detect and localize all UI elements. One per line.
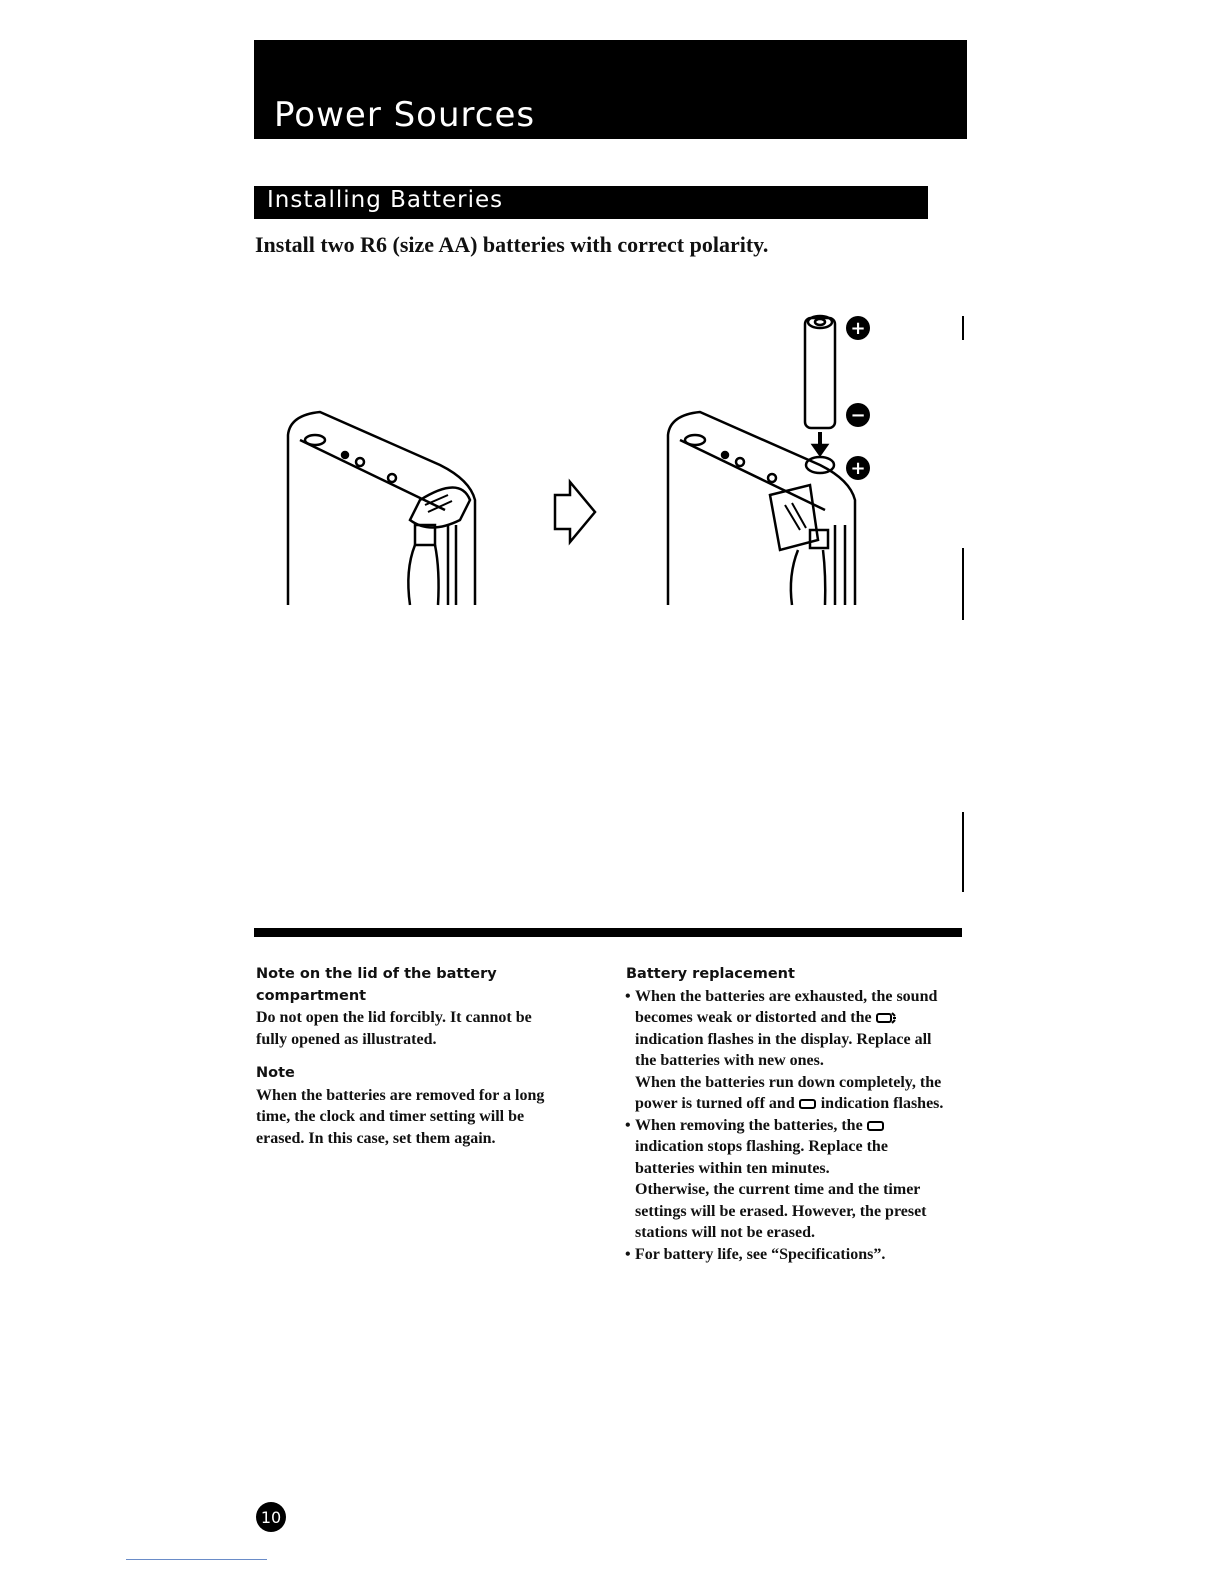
bullet-text: indication flashes. xyxy=(820,1095,944,1112)
page-number: 10 xyxy=(256,1502,286,1532)
section-title: Installing Batteries xyxy=(267,187,504,213)
note-heading: Note xyxy=(256,1065,295,1081)
page-title-bar xyxy=(254,40,967,139)
bullet-exhausted xyxy=(626,986,946,1115)
battery-installation-illustration xyxy=(270,300,890,620)
arrow-right-icon xyxy=(555,482,595,542)
bullet-text: indication stops flashing. Replace the batteries within ten minutes. xyxy=(635,1138,888,1177)
battery-indicator-icon xyxy=(799,1098,817,1110)
note-text: When the batteries are removed for a long time, the clock and timer setting will be erased. In this case, set them again. xyxy=(256,1086,545,1147)
section-divider xyxy=(254,928,962,937)
battery-replacement-heading: Battery replacement xyxy=(626,966,795,982)
bullet-text: indication flashes in the display. Replace all the batteries with new ones. xyxy=(635,1030,932,1069)
bullet-text: When the batteries are exhausted, the sound becomes weak or distorted and the xyxy=(635,987,938,1026)
notes-right-column xyxy=(626,964,946,1265)
notes-left-column xyxy=(256,964,566,1162)
minus-symbol: − xyxy=(850,405,866,426)
bullet-removing xyxy=(626,1115,946,1244)
page-title: Power Sources xyxy=(274,95,536,135)
margin-mark xyxy=(962,548,964,620)
bullet-text: When removing the batteries, the xyxy=(635,1116,863,1134)
note-lid-text: Do not open the lid forcibly. It cannot be fully opened as illustrated. xyxy=(256,1009,532,1048)
battery-flash-indicator-icon xyxy=(876,1012,896,1024)
note-lid-heading: Note on the lid of the battery compartment xyxy=(256,966,497,1004)
bullet-text: When the batteries run down completely, the power is turned off and xyxy=(635,1073,942,1112)
plus-symbol: + xyxy=(850,458,866,479)
margin-mark xyxy=(962,812,964,892)
polarity-marks xyxy=(846,316,870,480)
margin-mark xyxy=(962,316,964,340)
bullet-battery-life xyxy=(626,1244,946,1266)
bullet-text: For battery life, see “Specifications”. xyxy=(635,1245,886,1263)
section-title-bar xyxy=(254,186,928,219)
bullet-text: Otherwise, the current time and the timer settings will be erased. However, the preset stations will not be erased. xyxy=(635,1181,927,1241)
battery-icon xyxy=(805,316,835,455)
device-icon xyxy=(288,412,475,605)
battery-indicator-icon xyxy=(867,1120,885,1132)
footer-line xyxy=(126,1559,267,1560)
device-open-icon xyxy=(668,412,855,605)
intro-text: Install two R6 (size AA) batteries with correct polarity. xyxy=(255,232,769,257)
plus-symbol: + xyxy=(850,318,866,339)
